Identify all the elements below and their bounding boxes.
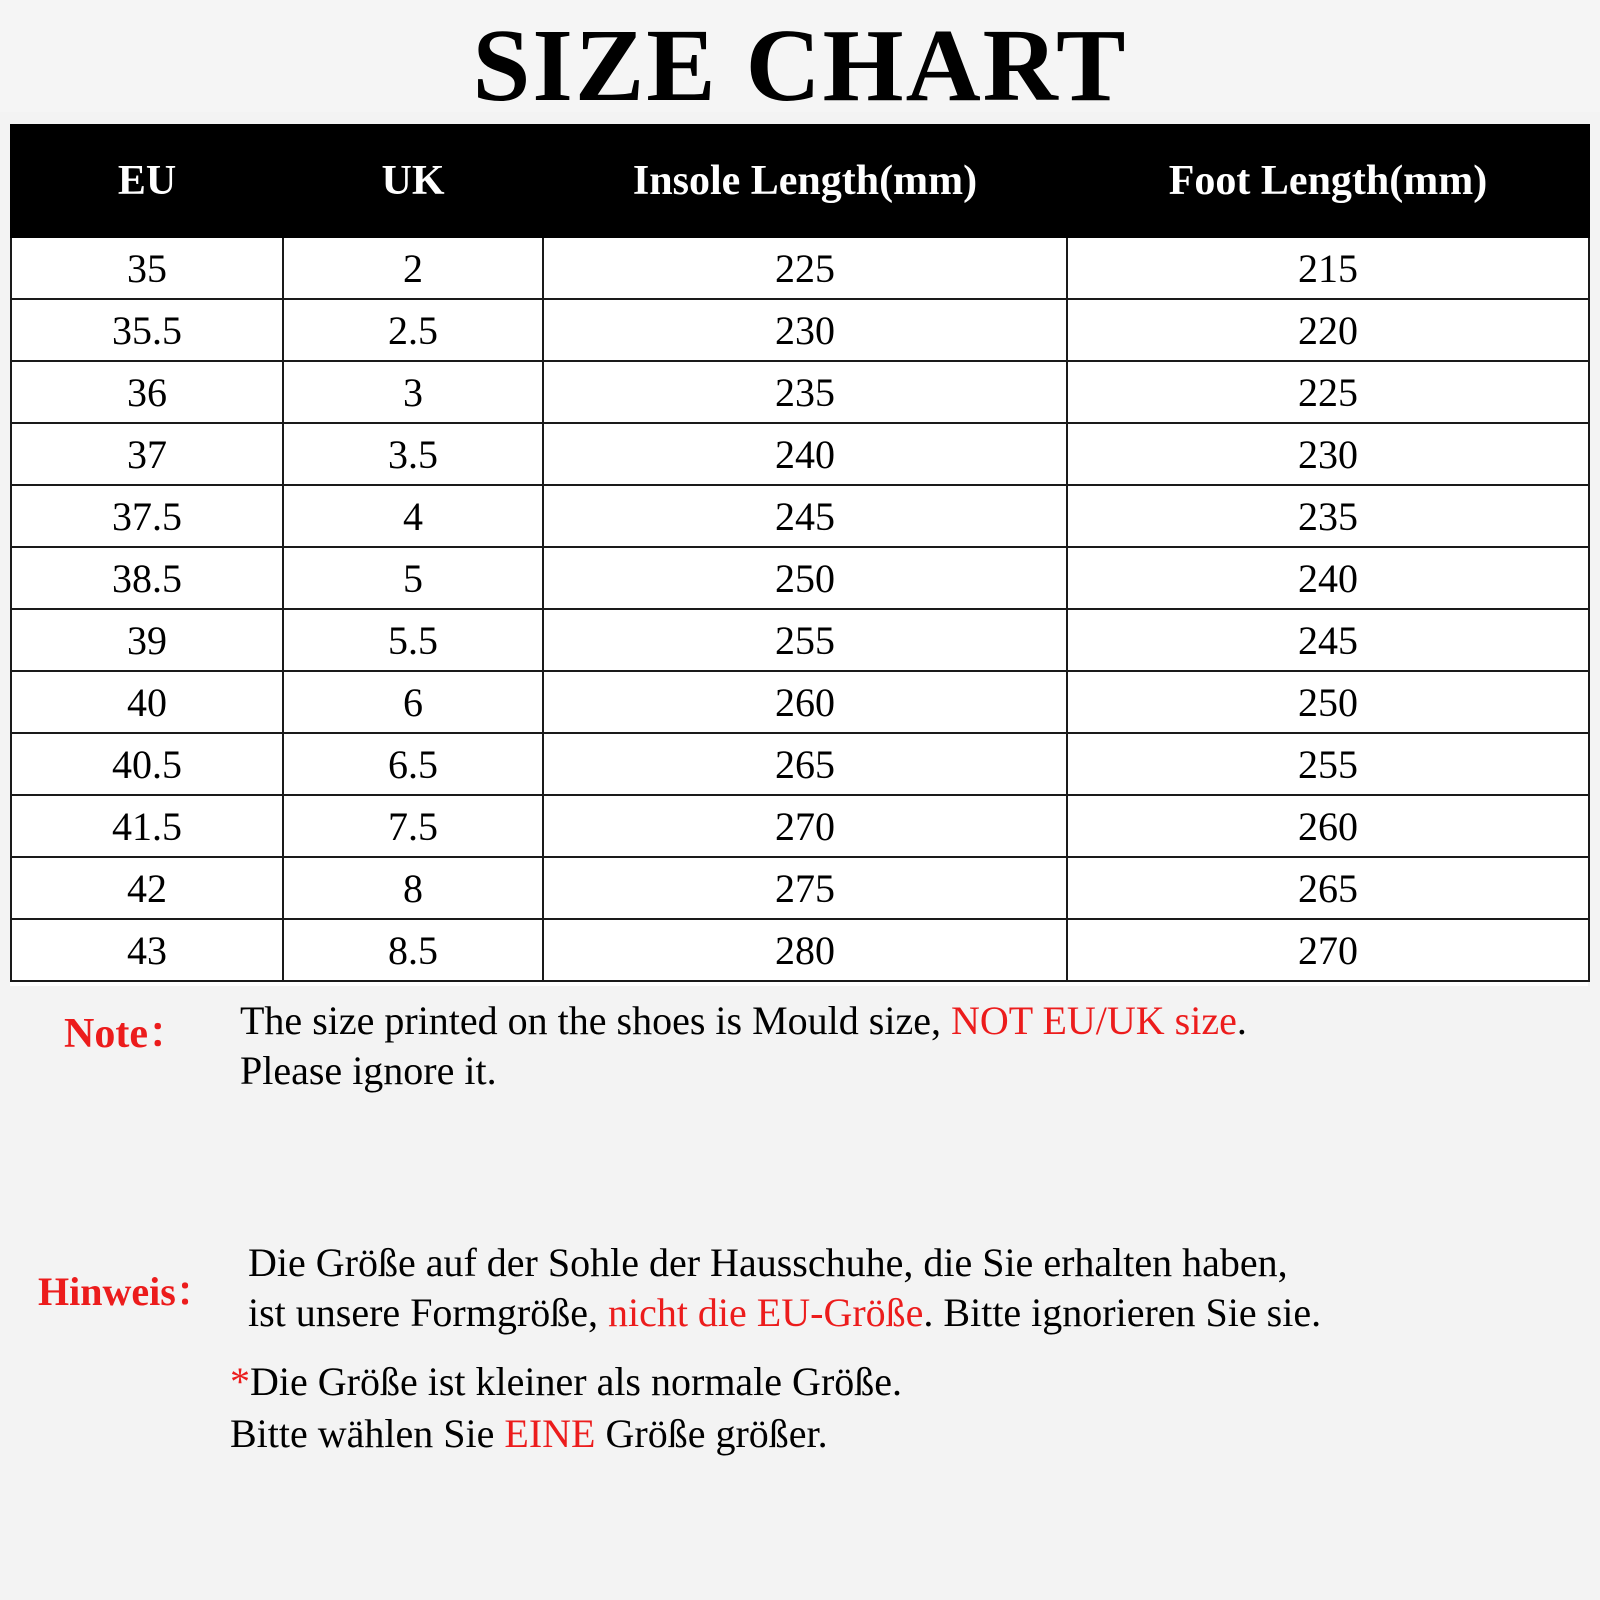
- cell-eu: 35: [11, 237, 283, 299]
- cell-uk: 5.5: [283, 609, 543, 671]
- size-table-container: [10, 124, 1588, 986]
- cell-uk: 4: [283, 485, 543, 547]
- table-row: [11, 547, 1589, 609]
- cell-insole-length: 270: [543, 795, 1067, 857]
- cell-insole-length: 245: [543, 485, 1067, 547]
- size-advice: [230, 1356, 1560, 1460]
- hinweis-line1: Die Größe auf der Sohle der Hausschuhe, die Sie erhalten haben,: [248, 1240, 1288, 1285]
- note-label: Note：: [64, 1011, 190, 1057]
- cell-insole-length: 255: [543, 609, 1067, 671]
- cell-uk: 3.5: [283, 423, 543, 485]
- page-title: SIZE CHART: [472, 8, 1128, 123]
- table-row: [11, 237, 1589, 299]
- cell-eu: 43: [11, 919, 283, 981]
- table-row: [11, 361, 1589, 423]
- cell-foot-length: 265: [1067, 857, 1589, 919]
- note-line1-highlight: NOT EU/UK size: [950, 998, 1237, 1043]
- header-eu: EU: [11, 125, 283, 237]
- cell-foot-length: 270: [1067, 919, 1589, 981]
- cell-insole-length: 265: [543, 733, 1067, 795]
- cell-foot-length: 245: [1067, 609, 1589, 671]
- cell-insole-length: 250: [543, 547, 1067, 609]
- cell-foot-length: 225: [1067, 361, 1589, 423]
- advice-line2-start: Bitte wählen Sie: [230, 1411, 505, 1456]
- table-row: [11, 671, 1589, 733]
- table-row: [11, 857, 1589, 919]
- table-row: [11, 485, 1589, 547]
- cell-eu: 40: [11, 671, 283, 733]
- cell-foot-length: 235: [1067, 485, 1589, 547]
- cell-insole-length: 230: [543, 299, 1067, 361]
- cell-foot-length: 230: [1067, 423, 1589, 485]
- header-foot-length: Foot Length(mm): [1067, 125, 1589, 237]
- cell-insole-length: 280: [543, 919, 1067, 981]
- header-uk: UK: [283, 125, 543, 237]
- cell-foot-length: 215: [1067, 237, 1589, 299]
- cell-eu: 42: [11, 857, 283, 919]
- cell-uk: 5: [283, 547, 543, 609]
- cell-uk: 6.5: [283, 733, 543, 795]
- cell-eu: 37: [11, 423, 283, 485]
- cell-insole-length: 235: [543, 361, 1067, 423]
- cell-eu: 39: [11, 609, 283, 671]
- note-text: [240, 996, 1570, 1096]
- cell-foot-length: 220: [1067, 299, 1589, 361]
- cell-insole-length: 240: [543, 423, 1067, 485]
- cell-uk: 8: [283, 857, 543, 919]
- cell-uk: 3: [283, 361, 543, 423]
- hinweis-line2-text: ist unsere Formgröße,: [248, 1290, 608, 1335]
- hinweis-line2-end: . Bitte ignorieren Sie sie.: [923, 1290, 1322, 1335]
- cell-eu: 40.5: [11, 733, 283, 795]
- hinweis-line2-highlight: nicht die EU-Größe: [607, 1290, 924, 1335]
- cell-insole-length: 260: [543, 671, 1067, 733]
- cell-insole-length: 275: [543, 857, 1067, 919]
- cell-foot-length: 250: [1067, 671, 1589, 733]
- cell-insole-length: 225: [543, 237, 1067, 299]
- cell-foot-length: 240: [1067, 547, 1589, 609]
- table-row: [11, 919, 1589, 981]
- cell-uk: 6: [283, 671, 543, 733]
- cell-uk: 8.5: [283, 919, 543, 981]
- table-body: [11, 237, 1589, 981]
- advice-line1: Die Größe ist kleiner als normale Größe.: [250, 1359, 903, 1404]
- advice-line2-highlight: EINE: [504, 1411, 596, 1456]
- cell-eu: 36: [11, 361, 283, 423]
- cell-eu: 41.5: [11, 795, 283, 857]
- table-row: [11, 423, 1589, 485]
- table-row: [11, 795, 1589, 857]
- hinweis-text: [248, 1238, 1578, 1338]
- table-row: [11, 299, 1589, 361]
- header-insole-length: Insole Length(mm): [543, 125, 1067, 237]
- size-table: [10, 124, 1590, 982]
- table-row: [11, 733, 1589, 795]
- cell-uk: 2.5: [283, 299, 543, 361]
- note-line1-end: .: [1236, 998, 1247, 1043]
- cell-uk: 2: [283, 237, 543, 299]
- note-line2: Please ignore it.: [240, 1048, 497, 1093]
- table-header-row: [11, 125, 1589, 237]
- table-row: [11, 609, 1589, 671]
- cell-foot-length: 255: [1067, 733, 1589, 795]
- cell-uk: 7.5: [283, 795, 543, 857]
- advice-line2-end: Größe größer.: [595, 1411, 828, 1456]
- note-line1-text: The size printed on the shoes is Mould size,: [240, 998, 951, 1043]
- asterisk-mark: *: [230, 1359, 250, 1404]
- cell-eu: 35.5: [11, 299, 283, 361]
- cell-eu: 38.5: [11, 547, 283, 609]
- hinweis-label: Hinweis：: [38, 1269, 216, 1314]
- cell-eu: 37.5: [11, 485, 283, 547]
- cell-foot-length: 260: [1067, 795, 1589, 857]
